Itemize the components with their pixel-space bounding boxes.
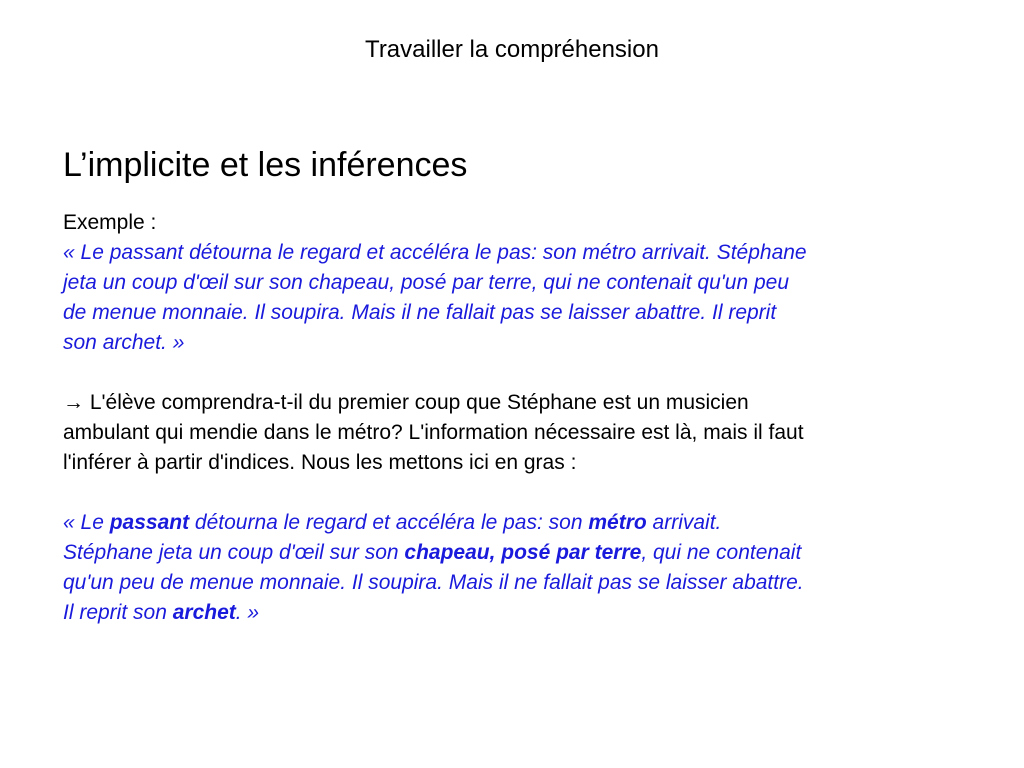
slide-content: [63, 144, 993, 628]
example-quote: « Le passant détourna le regard et accéléra le pas: son métro arrivait. Stéphane jeta un coup d'œil sur son chapeau, posé par terre, qui ne contenait qu'un peu de menue monnaie. Il soupira. Mais il ne fallait pas se laisser abattre. Il reprit son archet. »: [63, 241, 807, 354]
explanation-text: → L'élève comprendra-t-il du premier coup que Stéphane est un musicien ambulant qui mendie dans le métro? L'information nécessaire est là, mais il faut l'inférer à partir d'indices. Nous les mettons ici en gras :: [63, 391, 804, 474]
bold-clue-chapeau: chapeau, posé par terre: [404, 541, 642, 564]
bold-quote-part: détourna le regard et accéléra le pas: son: [189, 511, 589, 534]
bold-quote-part: arrivait. Stéphane jeta un coup d'œil sur son: [63, 511, 722, 564]
spacer: [63, 478, 993, 508]
slide-title: Travailler la compréhension: [365, 36, 659, 63]
bold-clue-archet: archet: [172, 601, 236, 624]
bold-quote: [63, 508, 993, 628]
bold-quote-part: , qui ne contenait qu'un peu de menue monnaie. Il soupira. Mais il ne fallait pas se laisser abattre. Il reprit son: [63, 541, 804, 624]
bold-quote-part: . »: [235, 601, 260, 624]
example-label: Exemple :: [63, 211, 157, 234]
bold-clue-passant: passant: [109, 511, 190, 534]
spacer: [63, 358, 993, 388]
section-heading: L’implicite et les inférences: [63, 146, 468, 184]
bold-quote-part: « Le: [63, 511, 110, 534]
bold-clue-metro: métro: [588, 511, 647, 534]
